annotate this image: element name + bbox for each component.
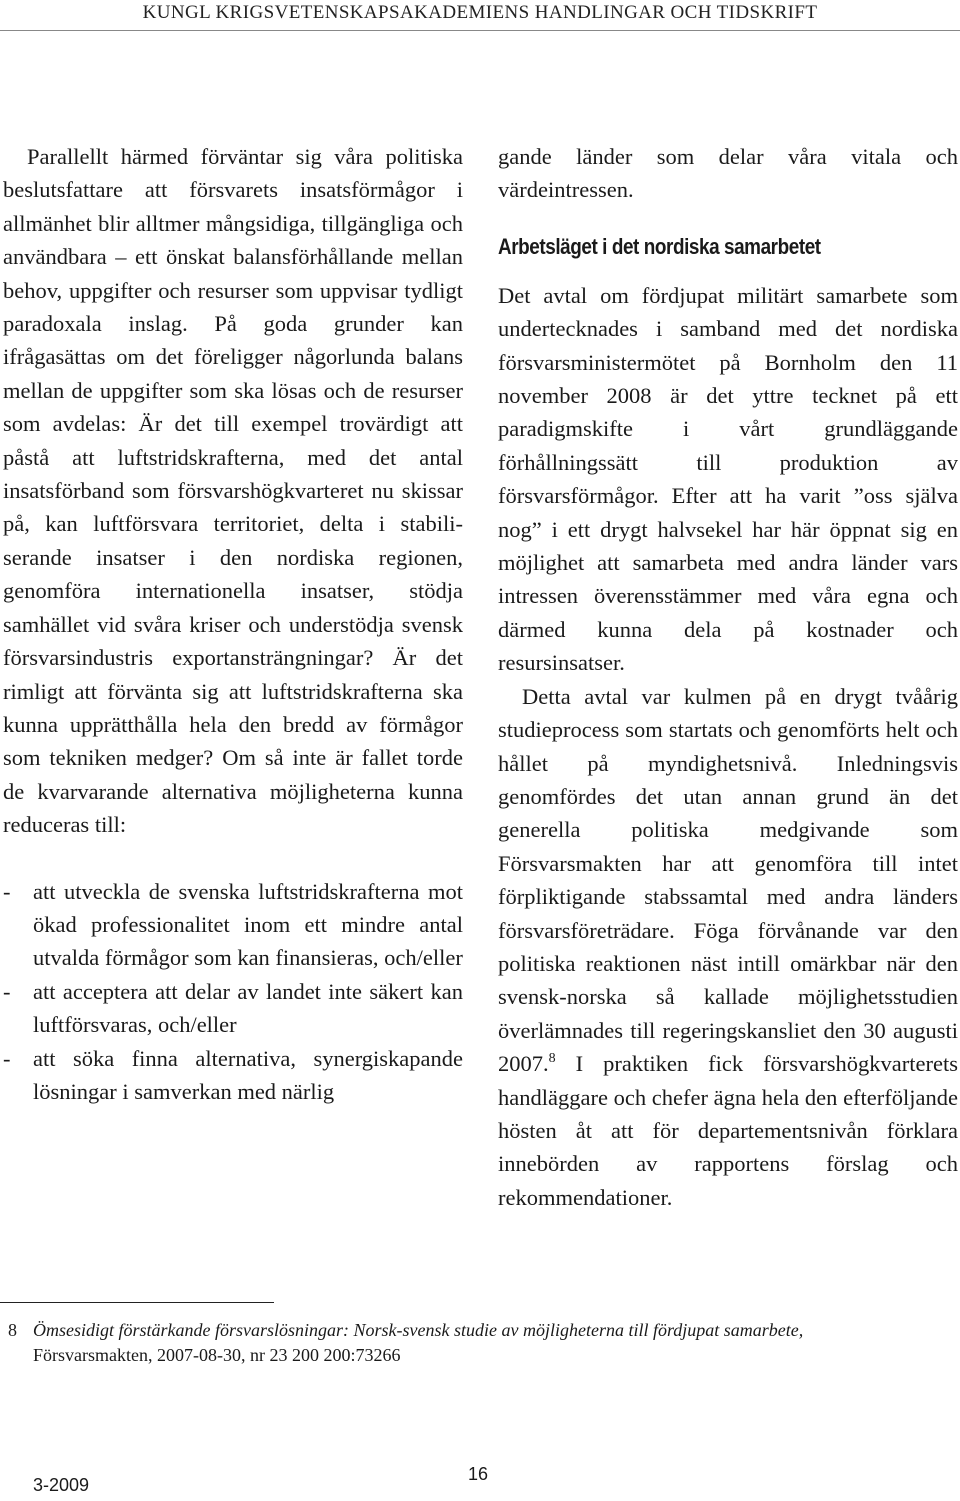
paragraph-text: Detta avtal var kulmen på en drygt tvåårig studieprocess som startats och genomförts helt och hållet på myndighetsnivå. Inledningsvis genomfördes det utan annan grund än det generella politiska medgivande som Försvarsmakten har att genomföra till intet förpliktigande stabssamtal med andra länders försvarsföreträdare. Föga förvånande var den politiska reaktionen näst intill omärkbar när den svensk-norska så kallade möjlighetsstudien överlämnades till regeringskansliet den 30 augusti 2007. [498,683,958,1077]
list-dash: - [3,1045,11,1071]
footnote [0,1318,958,1368]
page-number: 16 [468,1464,489,1484]
list-item [3,975,463,1042]
footnote-title: Ömsesidigt förstärkande försvarslösningar: Norsk-svensk studie av möjligheterna till fördjupat samarbete, [33,1320,804,1340]
issue-label: 3-2009 [33,1475,90,1495]
continuation-paragraph: gande länder som delar våra vitala och värdeintressen. [498,144,958,203]
left-column [3,140,463,1108]
running-head [0,0,960,31]
body-paragraph: Parallellt härmed förväntar sig våra politiska beslutsfattare att försvarets insatsförmågor i allmänhet blir alltmer mångsidiga, tillgängliga och användbara – ett önskat balansförhållande mellan behov, uppgifter och resurser som uppvisar tydligt paradoxala inslag. På goda grunder kan ifrågasättas om det föreligger någorlunda balans mellan de uppgifter som ska lösas och de resurser som avdelas: Är det till exempel trovärdigt att påstå att luftstridskrafterna, med det antal insatsförband som försvarshögkvarteret nu skissar på, kan luftförsvara territoriet, delta i stabiliserande insatser i den nordiska regionen, genomföra internationella insatser, stödja samhället vid svåra kriser och understödja svensk försvarsindustris exportansträngningar? Är det rimligt att förvänta sig att luftstridskrafterna ska kunna upprätthålla hela den bredd av förmågor som tekniken medger? Om så inte är fallet torde de kvarvarande alternativa möjligheterna kunna reduceras till: [3,144,463,838]
right-column [498,140,958,1214]
list-item [3,875,463,975]
list-dash: - [3,978,11,1004]
page-footer [0,1464,960,1501]
body-paragraph: Det avtal om fördjupat militärt samarbete som undertecknades i samband med det nordiska försvarsministermötet på Bornholm den 11 november 2008 är det yttre tecknet på ett paradigmskifte i vårt grundläggande förhållningssätt till produktion av försvarsförmågor. Efter att ha varit ”oss själva nog” i ett drygt halvsekel har här öppnat sig en möjlighet att samarbeta med andra länder vars intressen överensstämmer med våra egna och därmed kunna dela på kostnader och resursinsatser. [498,282,958,676]
running-head-text: KUNGL KRIGSVETENSKAPSAKADEMIENS HANDLINGAR OCH TIDSKRIFT [142,2,818,23]
paragraph-text: I praktiken fick försvarshögkvarterets handläggare och chefer ägna hela den efterföljande hösten åt att för departementsnivån förklara innebörden av rapportens förslag och rekommendationer. [498,1051,958,1210]
footnote-number: 8 [8,1320,17,1340]
list-item-text: att söka finna alternativa, synergiskapande lösningar i samverkan med närlig [33,1045,463,1104]
footnote-reference[interactable]: 8 [548,1051,556,1067]
footnote-divider [0,1302,274,1303]
list-item [3,1042,463,1109]
list-item-text: att utveckla de svenska luftstridskrafterna mot ökad professionalitet inom ett mindre antal utvalda förmågor som kan finansieras, och/eller [33,878,463,971]
list-item-text: att acceptera att delar av landet inte säkert kan luftförsvaras, och/eller [33,978,463,1038]
dash-list [3,875,463,1109]
footnote-body [33,1318,958,1368]
footnote-source: Försvarsmakten, 2007-08-30, nr 23 200 200:73266 [33,1345,401,1365]
list-dash: - [3,878,11,904]
body-paragraph-with-footnote [498,680,958,1215]
section-heading: Arbetsläget i det nordiska samarbetet [498,233,821,259]
